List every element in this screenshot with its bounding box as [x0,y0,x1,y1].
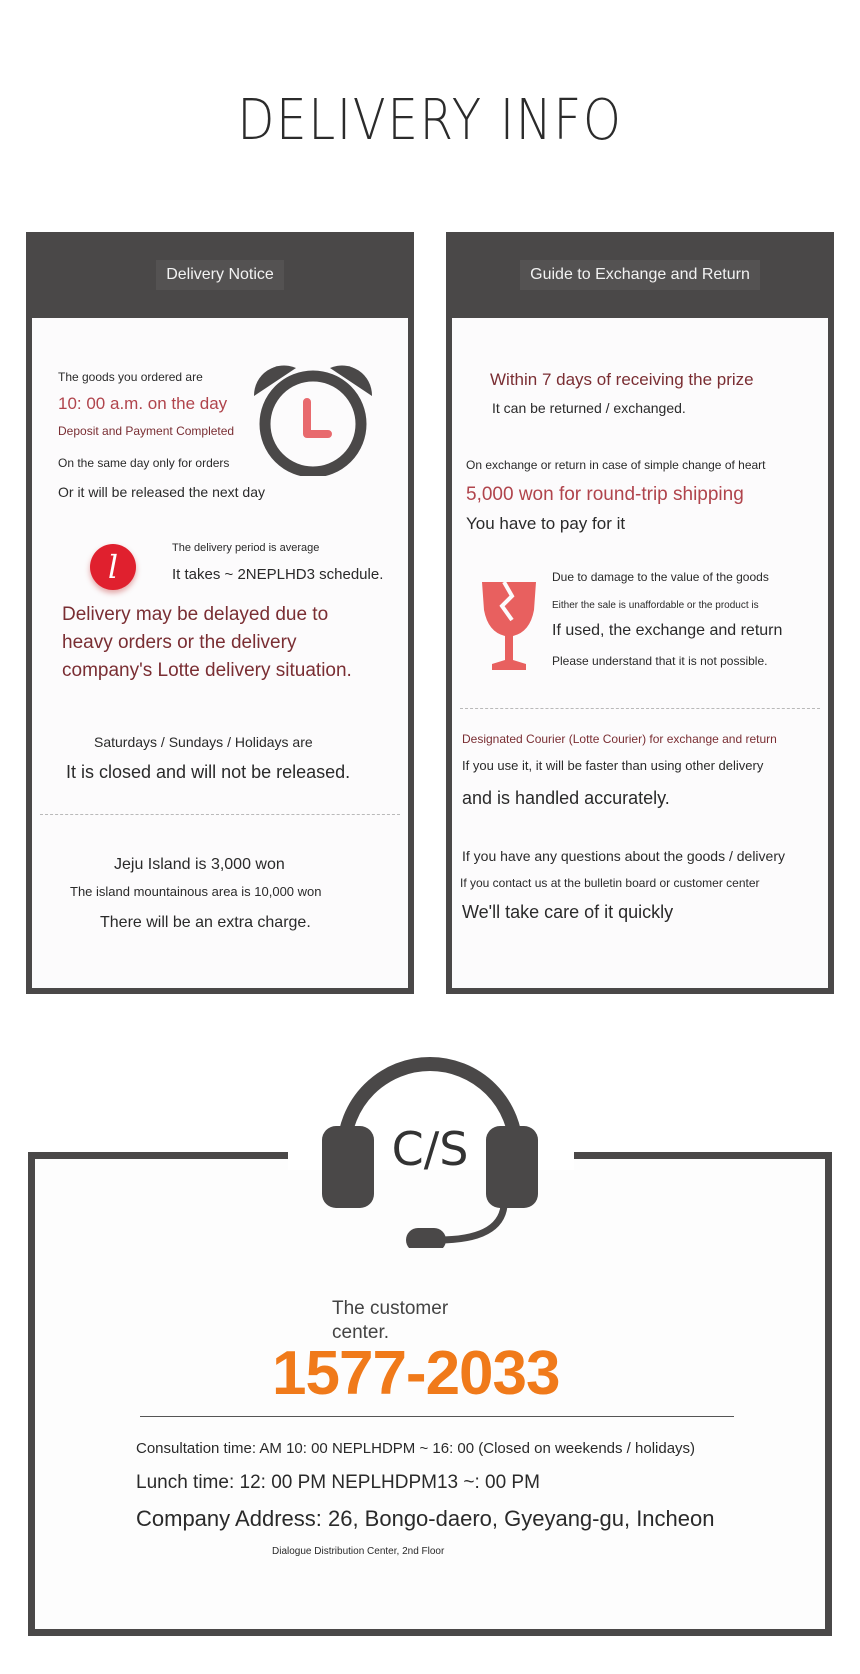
exchange-return-header [446,232,834,318]
island-charge: The island mountainous area is 10,000 won [70,884,322,899]
closed-label: Saturdays / Sundays / Holidays are [94,734,313,750]
customer-center-label-2: center. [332,1322,390,1343]
lotte-logo-letter: l [107,548,119,586]
questions-note: If you have any questions about the goods / delivery [462,848,785,864]
exchange-return-heading: Guide to Exchange and Return [520,260,760,290]
within-7-days: Within 7 days of receiving the prize [490,370,754,389]
next-day-note: Or it will be released the next day [58,484,265,500]
alarm-clock-icon [246,358,380,476]
phone-underline [140,1416,734,1417]
jeju-charge: Jeju Island is 3,000 won [114,856,285,873]
customer-center-label-1: The customer [332,1298,449,1319]
page-title: DELIVERY INFO [237,88,623,153]
faster-note: If you use it, it will be faster than using other delivery [462,758,764,773]
shipping-cost: 5,000 won for round-trip shipping [466,484,744,505]
extra-charge-note: There will be an extra charge. [100,914,311,931]
delivery-notice-body [32,318,408,988]
not-possible-note: Please understand that it is not possible. [552,654,768,668]
delay-text-line-1: Delivery may be delayed due to [62,604,329,625]
payment-completed: Deposit and Payment Completed [58,424,235,438]
consultation-time: Consultation time: AM 10: 00 NEPLHDPM ~ 16: 00 (Closed on weekends / holidays) [136,1440,696,1457]
exchange-return-panel [446,232,834,994]
simple-change-note: On exchange or return in case of simple change of heart [466,458,766,472]
exchange-return-body [452,318,828,988]
company-address: Company Address: 26, Bongo-daero, Gyeyang-gu, Incheon [136,1506,715,1531]
cutoff-time: 10: 00 a.m. on the day [58,394,228,413]
lotte-logo [90,544,136,590]
damage-note: Due to damage to the value of the goods [552,570,769,584]
same-day-note: On the same day only for orders [58,456,230,470]
delivery-notice-header [26,232,414,318]
if-used-note: If used, the exchange and return [552,622,783,639]
accurate-note: and is handled accurately. [462,788,670,808]
delivery-notice-panel [26,232,414,994]
broken-glass-icon [480,580,538,672]
delivery-notice-heading: Delivery Notice [156,260,284,290]
period-label: The delivery period is average [172,542,320,554]
period-text: It takes ~ 2NEPLHD3 schedule. [172,566,384,583]
delay-text-line-3: company's Lotte delivery situation. [62,660,352,681]
company-address-detail: Dialogue Distribution Center, 2nd Floor [272,1546,445,1557]
returnable-note: It can be returned / exchanged. [492,400,686,416]
take-care-note: We'll take care of it quickly [462,902,674,922]
courier-note: Designated Courier (Lotte Courier) for exchange and return [462,732,777,746]
contact-note: If you contact us at the bulletin board or customer center [460,876,760,890]
delay-text-line-2: heavy orders or the delivery [62,632,297,653]
lunch-time: Lunch time: 12: 00 PM NEPLHDPM13 ~: 00 PM [136,1472,540,1493]
closed-text: It is closed and will not be released. [66,762,351,782]
ordered-label: The goods you ordered are [58,370,203,384]
cs-icon-label: C/S [391,1122,469,1176]
pay-note: You have to pay for it [466,514,626,533]
unaffordable-note: Either the sale is unaffordable or the product is [552,600,759,611]
phone-number[interactable]: 1577-2033 [272,1339,560,1408]
section-divider [40,814,400,815]
section-divider [460,708,820,709]
